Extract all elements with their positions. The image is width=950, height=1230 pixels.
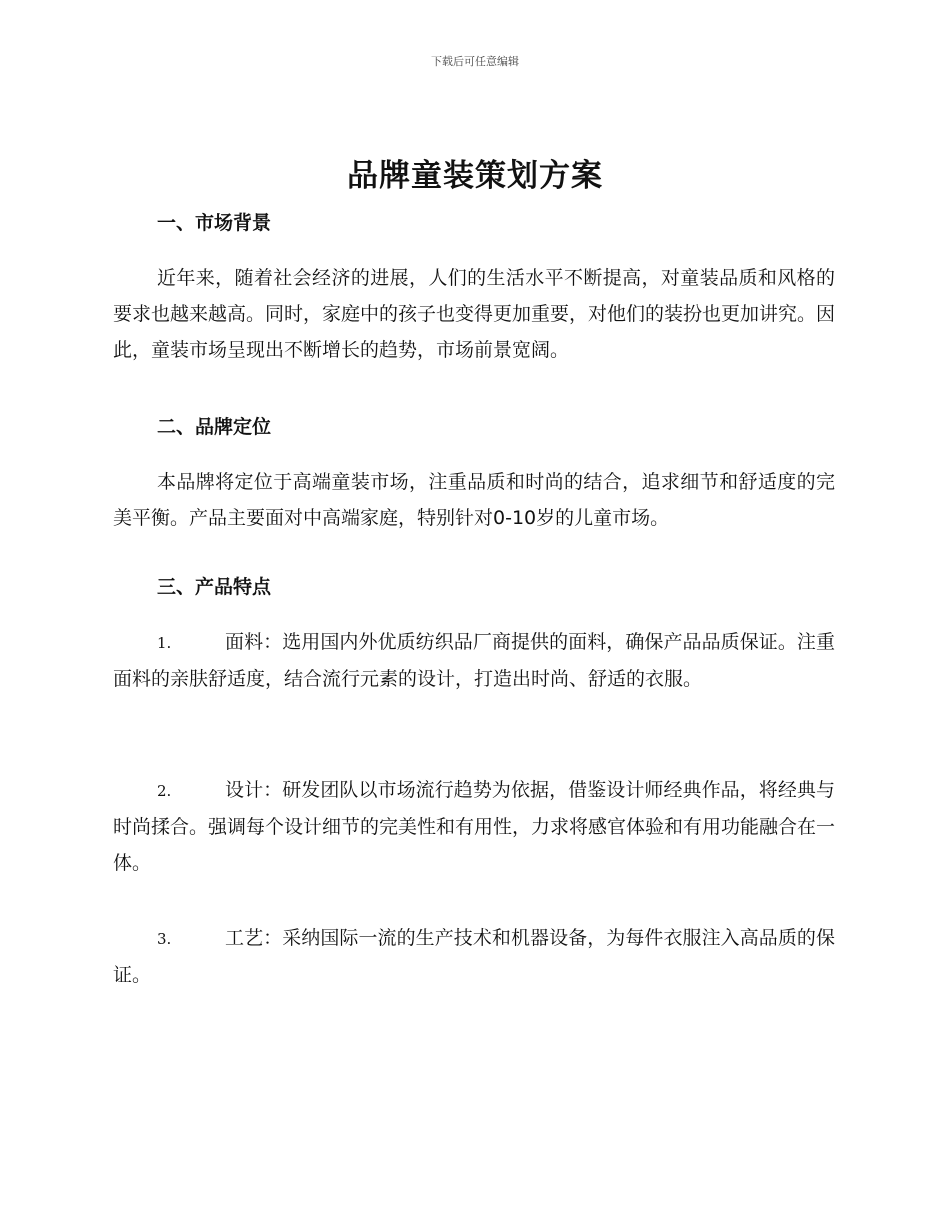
list-item xyxy=(113,920,835,993)
document-title: 品牌童装策划方案 xyxy=(347,158,603,194)
section-heading-market-background: 一、市场背景 xyxy=(157,212,272,234)
section-paragraph-brand-positioning: 本品牌将定位于高端童装市场，注重品质和时尚的结合，追求细节和舒适度的完美平衡。产品主要面对中高端家庭，特别针对0-10岁的儿童市场。 xyxy=(113,471,835,529)
section-paragraph-market-background: 近年来，随着社会经济的进展，人们的生活水平不断提高，对童装品质和风格的要求也越来越高。同时，家庭中的孩子也变得更加重要，对他们的装扮也更加讲究。因此，童装市场呈现出不断增长的趋势，市场前景宽阔。 xyxy=(113,267,836,361)
list-item xyxy=(113,624,835,697)
list-item-number: 2. xyxy=(157,782,172,800)
list-item-number: 3. xyxy=(157,930,172,948)
section-heading-brand-positioning: 二、品牌定位 xyxy=(157,416,272,438)
list-item xyxy=(113,772,835,881)
header-note: 下载后可任意编辑 xyxy=(431,55,519,68)
list-item-text: 工艺：采纳国际一流的生产技术和机器设备，为每件衣服注入高品质的保证。 xyxy=(113,927,835,986)
section-heading-product-features: 三、产品特点 xyxy=(157,576,272,598)
list-item-text: 面料：选用国内外优质纺织品厂商提供的面料，确保产品品质保证。注重面料的亲肤舒适度，结合流行元素的设计，打造出时尚、舒适的衣服。 xyxy=(113,631,835,690)
list-item-number: 1. xyxy=(157,634,172,652)
list-item-text: 设计：研发团队以市场流行趋势为依据，借鉴设计师经典作品，将经典与时尚揉合。强调每个设计细节的完美性和有用性，力求将感官体验和有用功能融合在一体。 xyxy=(113,779,836,874)
